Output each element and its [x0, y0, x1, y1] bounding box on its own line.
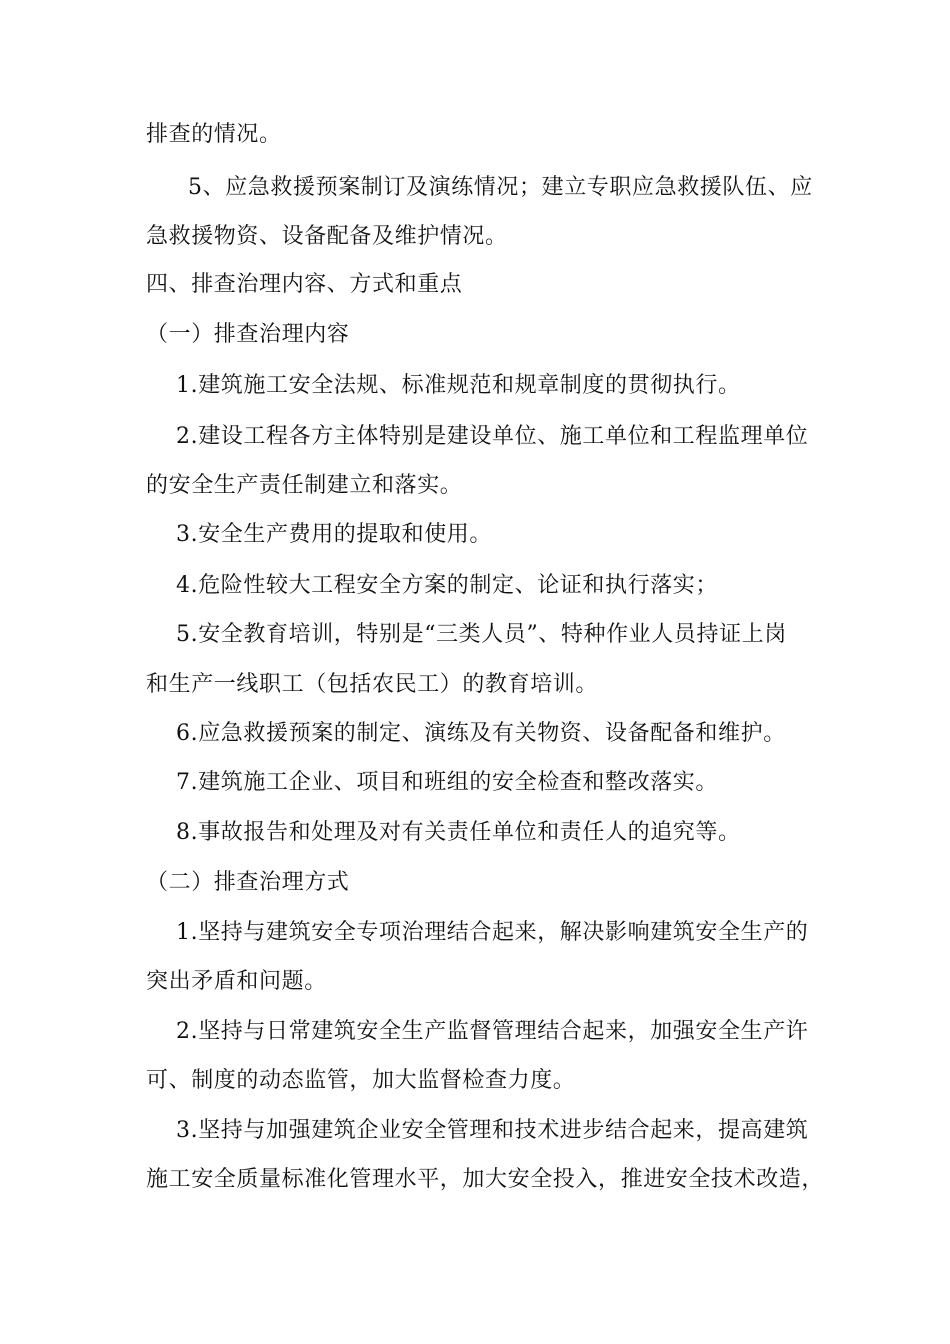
paragraph-line: 5、应急救援预案制订及演练情况；建立专职应急救援队伍、应 — [188, 175, 813, 200]
list-item: 5.安全教育培训，特别是“三类人员”、特种作业人员持证上岗 — [176, 622, 787, 647]
subsection-heading: （一）排查治理内容 — [146, 322, 350, 347]
list-item-continuation: 的安全生产责任制建立和落实。 — [146, 473, 463, 498]
list-item-continuation: 和生产一线职工（包括农民工）的教育培训。 — [146, 672, 599, 697]
list-item-continuation: 可、制度的动态监管，加大监督检查力度。 — [146, 1068, 576, 1093]
section-heading: 四、排查治理内容、方式和重点 — [146, 272, 463, 297]
list-item: 2.坚持与日常建筑安全生产监督管理结合起来，加强安全生产许 — [176, 1019, 809, 1044]
list-item: 8.事故报告和处理及对有关责任单位和责任人的追究等。 — [176, 820, 741, 845]
list-item: 3.坚持与加强建筑企业安全管理和技术进步结合起来，提高建筑 — [176, 1118, 809, 1143]
list-item-continuation: 突出矛盾和问题。 — [146, 969, 327, 994]
paragraph-line: 排查的情况。 — [146, 122, 282, 147]
list-item: 1.坚持与建筑安全专项治理结合起来，解决影响建筑安全生产的 — [176, 920, 809, 945]
paragraph-line: 急救援物资、设备配备及维护情况。 — [146, 224, 508, 249]
list-item: 1.建筑施工安全法规、标准规范和规章制度的贯彻执行。 — [176, 373, 741, 398]
list-item: 3.安全生产费用的提取和使用。 — [176, 522, 492, 547]
list-item: 7.建筑施工企业、项目和班组的安全检查和整改落实。 — [176, 770, 718, 795]
list-item: 4.危险性较大工程安全方案的制定、论证和执行落实； — [176, 573, 718, 598]
list-item: 2.建设工程各方主体特别是建设单位、施工单位和工程监理单位 — [176, 424, 809, 449]
list-item-continuation: 施工安全质量标准化管理水平，加大安全投入，推进安全技术改造， — [146, 1167, 825, 1192]
list-item: 6.应急救援预案的制定、演练及有关物资、设备配备和维护。 — [176, 721, 786, 746]
subsection-heading: （二）排查治理方式 — [146, 870, 350, 895]
